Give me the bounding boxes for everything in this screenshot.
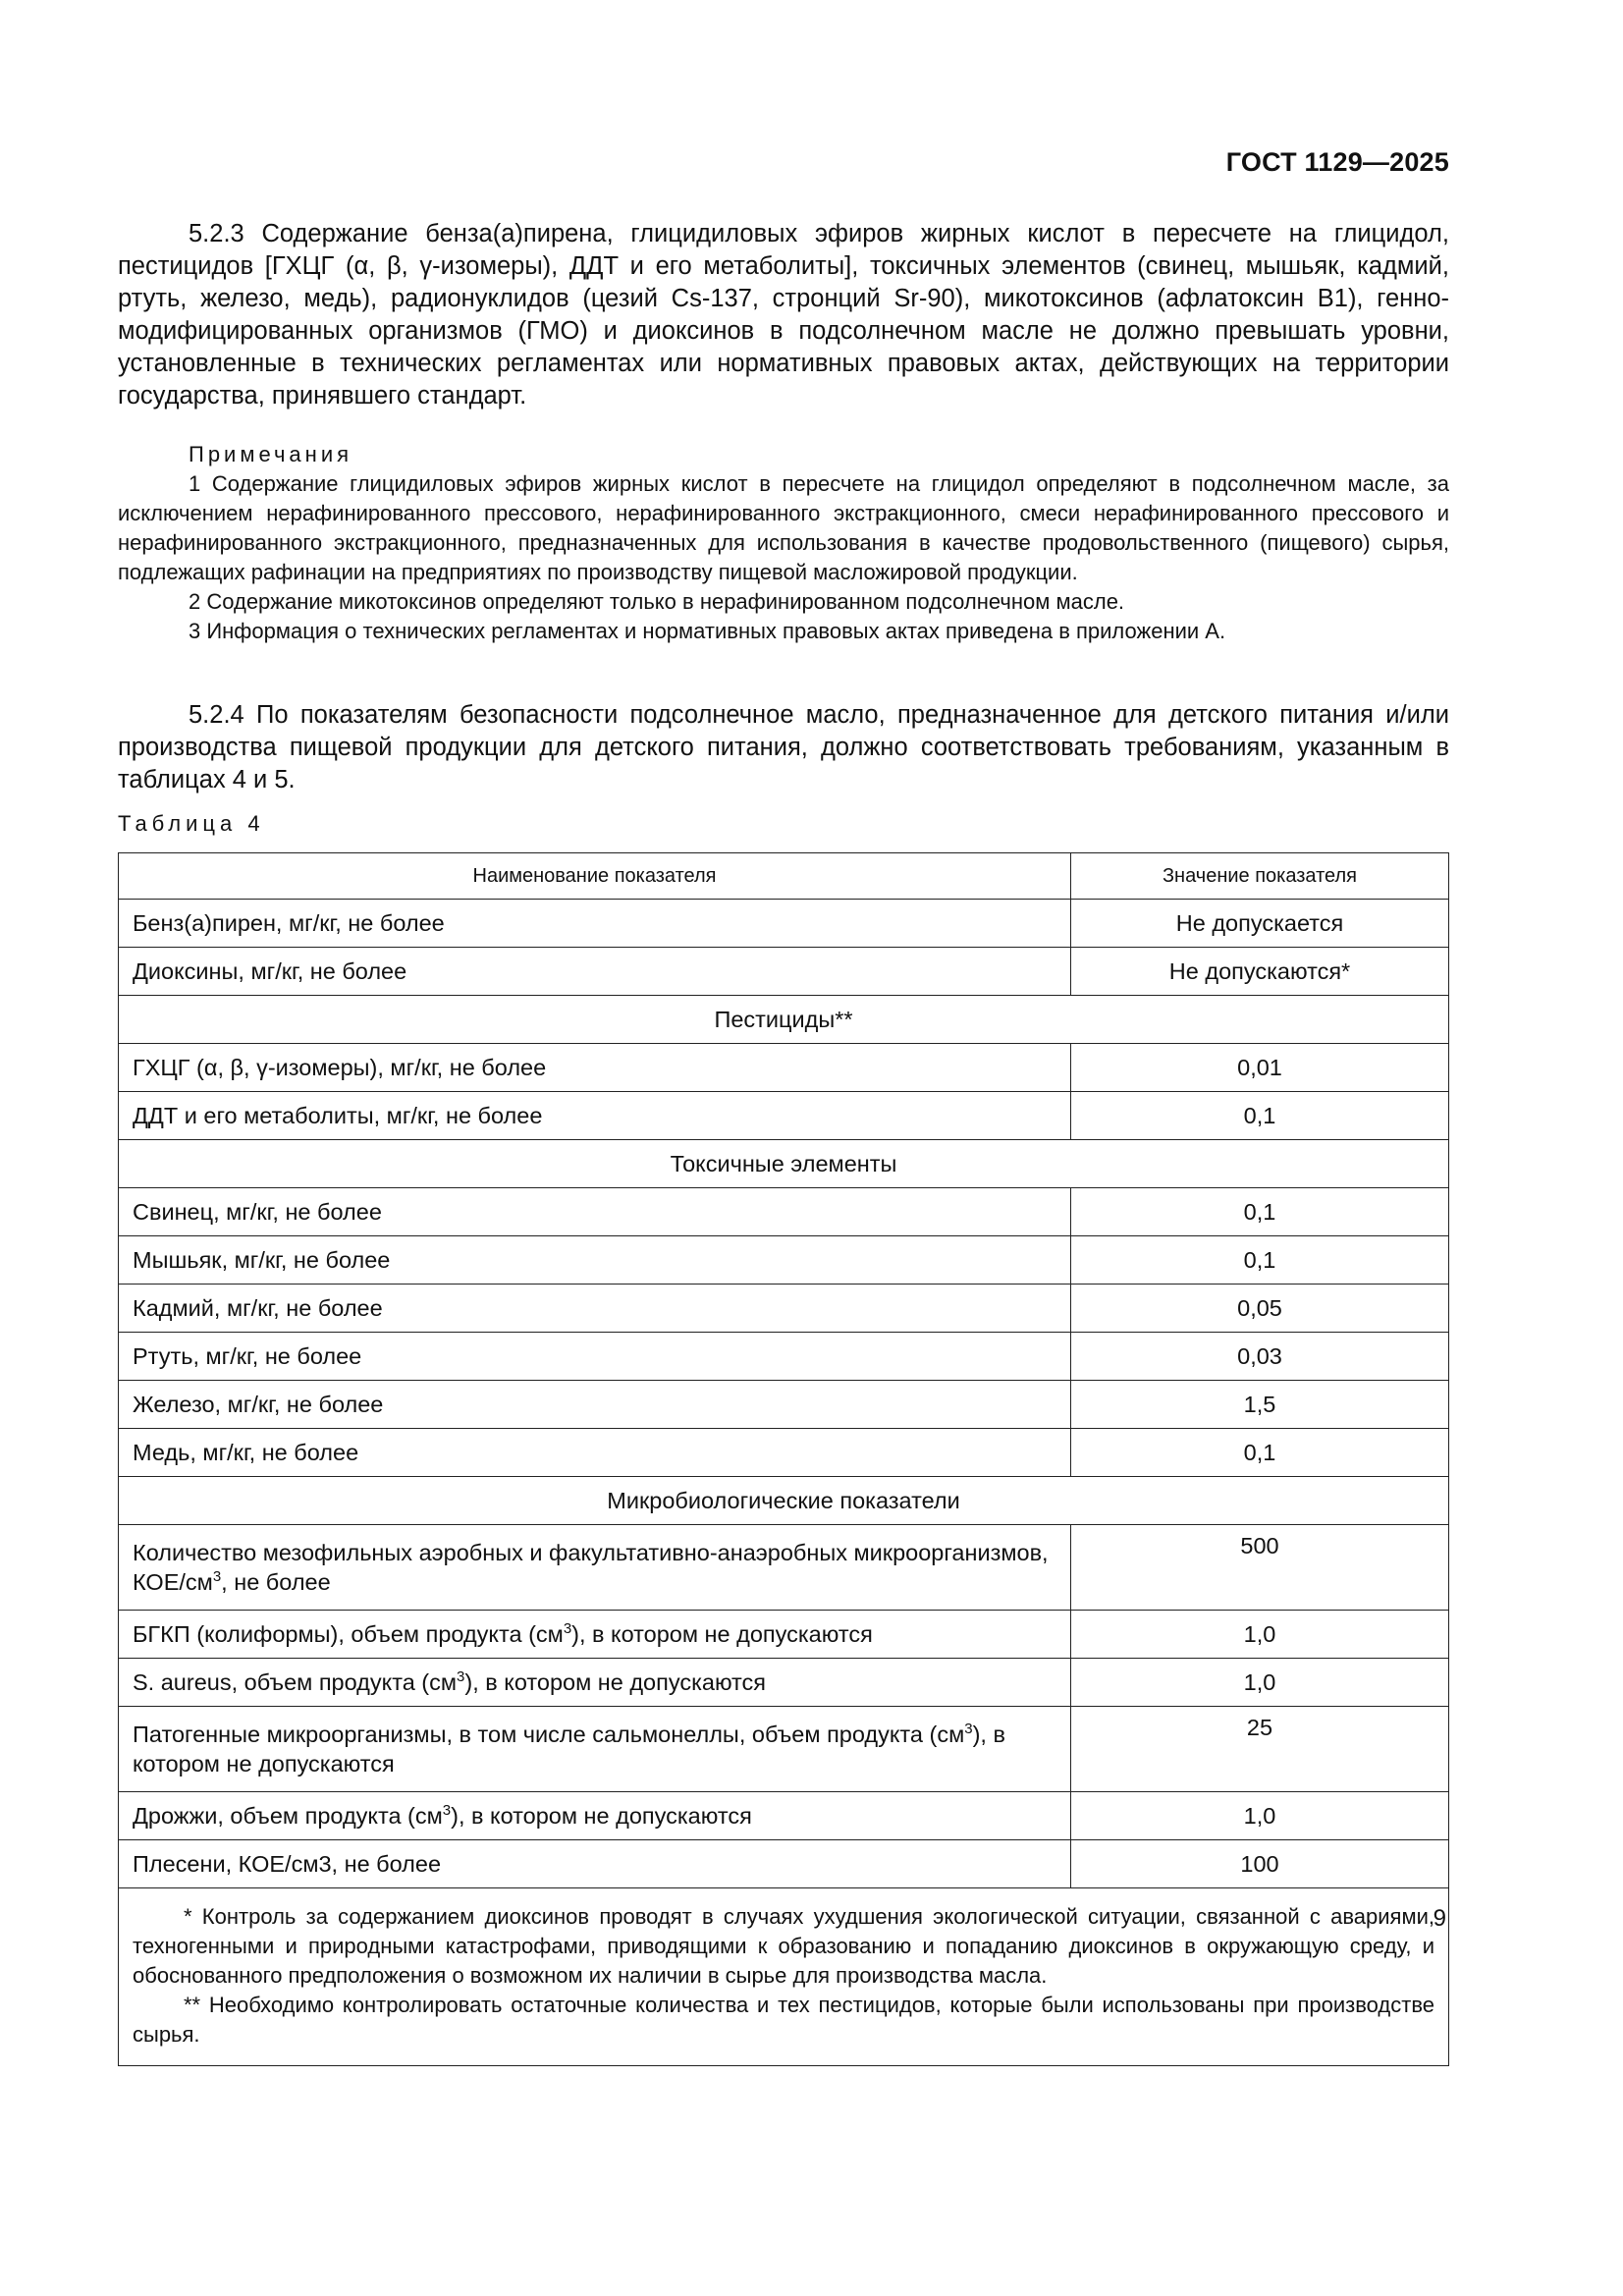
indicator-value: 500 <box>1071 1525 1449 1611</box>
note-item: 2 Содержание микотоксинов определяют только в нерафинированном подсолнечном масле. <box>189 589 1125 614</box>
superscript: 3 <box>964 1721 973 1738</box>
table-row <box>119 1188 1449 1236</box>
table-row <box>119 1044 1449 1092</box>
table-row <box>119 1707 1449 1792</box>
indicator-value: 1,0 <box>1071 1792 1449 1840</box>
indicator-name: Медь, мг/кг, не более <box>119 1429 1071 1477</box>
indicator-name: Диоксины, мг/кг, не более <box>119 948 1071 996</box>
table-row <box>119 1236 1449 1285</box>
indicator-name <box>119 1707 1071 1792</box>
indicator-value: 0,1 <box>1071 1429 1449 1477</box>
notes-block <box>118 440 1449 646</box>
footnote: ** Необходимо контролировать остаточные количества и тех пестицидов, которые были использованы при производстве сырья. <box>133 1993 1434 2047</box>
superscript: 3 <box>457 1668 465 1686</box>
section-heading: Токсичные элементы <box>119 1140 1449 1188</box>
section-heading: Микробиологические показатели <box>119 1477 1449 1525</box>
column-header-value: Значение показателя <box>1071 853 1449 900</box>
indicator-name-part: ), в котором не допускаются <box>571 1621 873 1647</box>
table-footnotes <box>119 1888 1449 2066</box>
indicator-name: ГХЦГ (α, β, γ-изомеры), мг/кг, не более <box>119 1044 1071 1092</box>
indicator-name <box>119 1659 1071 1707</box>
table-header-row <box>119 853 1449 900</box>
indicator-value: Не допускается <box>1071 900 1449 948</box>
indicator-value: Не допускаются* <box>1071 948 1449 996</box>
table-row <box>119 1092 1449 1140</box>
safety-indicators-table <box>118 852 1449 2066</box>
indicator-value: 0,01 <box>1071 1044 1449 1092</box>
indicator-name: Кадмий, мг/кг, не более <box>119 1285 1071 1333</box>
table-row <box>119 900 1449 948</box>
table-row <box>119 1381 1449 1429</box>
table-row <box>119 1840 1449 1888</box>
table-body <box>119 900 1449 1888</box>
footnote: * Контроль за содержанием диоксинов проводят в случаях ухудшения экологической ситуации, связанной с авариями, техногенными и природными катастрофами, приводящими к образованию и попаданию диоксинов в окружающую среду, и обоснованного предположения о возможном их наличии в сырье для производства масла. <box>133 1904 1434 1988</box>
indicator-value: 25 <box>1071 1707 1449 1792</box>
indicator-name: Мышьяк, мг/кг, не более <box>119 1236 1071 1285</box>
indicator-name: Ртуть, мг/кг, не более <box>119 1333 1071 1381</box>
indicator-name-part: , не более <box>221 1569 331 1595</box>
column-header-name: Наименование показателя <box>119 853 1071 900</box>
indicator-value: 0,1 <box>1071 1092 1449 1140</box>
table-row <box>119 1285 1449 1333</box>
table-footnotes-row <box>119 1888 1449 2066</box>
superscript: 3 <box>212 1568 222 1586</box>
table-row <box>119 1525 1449 1611</box>
indicator-name-part: ), в котором не допускаются <box>464 1669 767 1695</box>
indicator-name-part: БГКП (колиформы), объем продукта (см <box>133 1621 564 1647</box>
document-header: ГОСТ 1129—2025 <box>1225 147 1449 177</box>
notes-heading: Примечания <box>189 442 353 466</box>
indicator-name: Плесени, КОЕ/см3, не более <box>119 1840 1071 1888</box>
superscript: 3 <box>563 1620 572 1638</box>
table-row <box>119 1429 1449 1477</box>
indicator-name-part: Количество мезофильных аэробных и факультативно-анаэробных микроорганизмов, КОЕ/см <box>133 1540 1049 1595</box>
indicator-value: 1,5 <box>1071 1381 1449 1429</box>
indicator-name: ДДТ и его метаболиты, мг/кг, не более <box>119 1092 1071 1140</box>
indicator-name-part: ), в котором не допускаются <box>133 1722 1005 1777</box>
table-section-row <box>119 1140 1449 1188</box>
table-row <box>119 1792 1449 1840</box>
indicator-name: Бенз(а)пирен, мг/кг, не более <box>119 900 1071 948</box>
indicator-name <box>119 1611 1071 1659</box>
indicator-name-part: S. aureus, объем продукта (см <box>133 1669 458 1695</box>
indicator-value: 1,0 <box>1071 1611 1449 1659</box>
table-row <box>119 1333 1449 1381</box>
table-section-row <box>119 996 1449 1044</box>
table-row <box>119 1611 1449 1659</box>
table-caption: Таблица 4 <box>118 811 265 836</box>
note-item: 1 Содержание глицидиловых эфиров жирных кислот в пересчете на глицидол определяют в подсолнечном масле, за исключением нерафинированного прессового, нерафинированного экстракционного, смеси нерафинированного прессового и нерафинированного экстракционного, предназначенных для использования в качестве продовольственного (пищевого) сырья, подлежащих рафинации на предприятиях по производству пищевой масложировой продукции. <box>118 471 1449 584</box>
section-heading: Пестициды** <box>119 996 1449 1044</box>
indicator-name: Железо, мг/кг, не более <box>119 1381 1071 1429</box>
indicator-value: 0,05 <box>1071 1285 1449 1333</box>
indicator-value: 0,03 <box>1071 1333 1449 1381</box>
indicator-name-part: ), в котором не допускаются <box>451 1803 752 1829</box>
table-row <box>119 948 1449 996</box>
table-row <box>119 1659 1449 1707</box>
superscript: 3 <box>442 1802 452 1820</box>
indicator-name <box>119 1792 1071 1840</box>
indicator-value: 0,1 <box>1071 1188 1449 1236</box>
indicator-name-part: Патогенные микроорганизмы, в том числе сальмонеллы, объем продукта (см <box>133 1722 965 1747</box>
note-item: 3 Информация о технических регламентах и нормативных правовых актах приведена в приложении А. <box>189 619 1226 643</box>
indicator-value: 100 <box>1071 1840 1449 1888</box>
page-number: 9 <box>1433 1905 1446 1932</box>
indicator-name: Свинец, мг/кг, не более <box>119 1188 1071 1236</box>
indicator-name-part: Дрожжи, объем продукта (см <box>133 1803 443 1829</box>
indicator-name <box>119 1525 1071 1611</box>
paragraph-5-2-3: 5.2.3 Содержание бенза(а)пирена, глицидиловых эфиров жирных кислот в пересчете на глицидол, пестицидов [ГХЦГ (α, β, γ-изомеры), ДДТ и его метаболиты], токсичных элементов (свинец, мышьяк, кадмий, ртуть, железо, медь), радионуклидов (цезий Cs-137, стронций Sr-90), микотоксинов (афлатоксин В1), генно-модифицированных организмов (ГМО) и диоксинов в подсолнечном масле не должно превышать уровни, установленные в технических регламентах или нормативных правовых актах, действующих на территории государства, принявшего стандарт. <box>118 220 1449 410</box>
indicator-value: 1,0 <box>1071 1659 1449 1707</box>
indicator-value: 0,1 <box>1071 1236 1449 1285</box>
table-section-row <box>119 1477 1449 1525</box>
paragraph-5-2-4: 5.2.4 По показателям безопасности подсолнечное масло, предназначенное для детского питания и/или производства пищевой продукции для детского питания, должно соответствовать требованиям, указанным в таблицах 4 и 5. <box>118 701 1449 793</box>
